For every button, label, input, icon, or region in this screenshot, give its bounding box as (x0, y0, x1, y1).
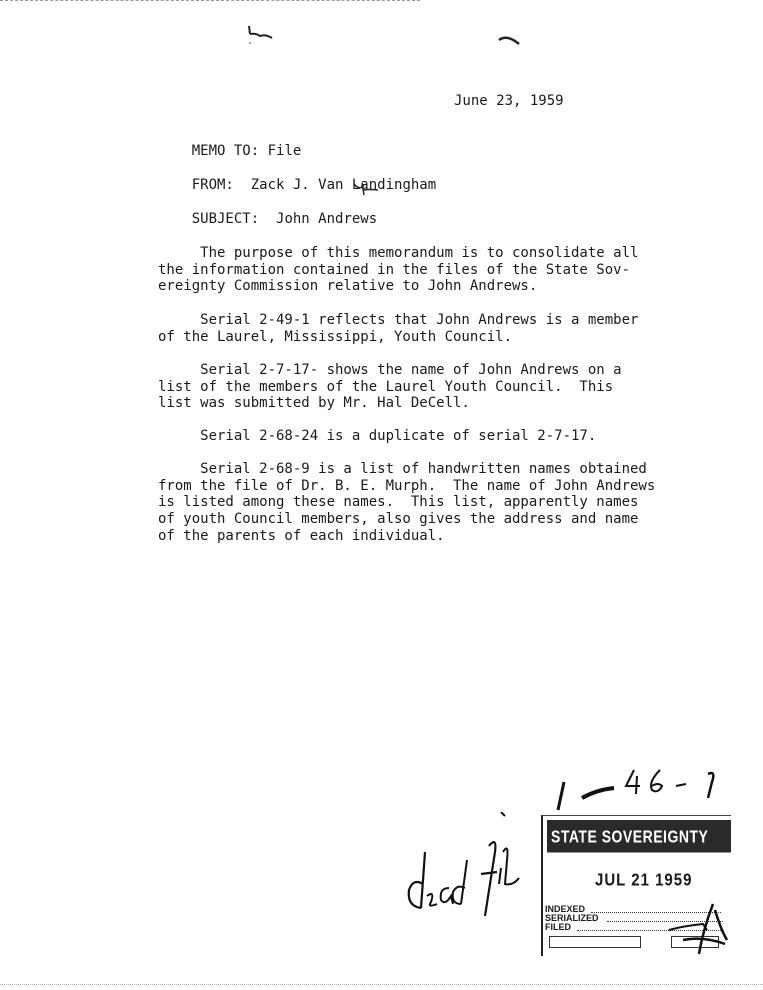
paragraph-serial-2-68-9: Serial 2-68-9 is a list of handwritten names obtained from the file of Dr. B. E. Murph. The name of John Andrews is listed among these names. This list, apparently names of youth Council members, also gives the address and name of the parents of each individual. (158, 461, 656, 544)
paragraph-serial-2-49-1: Serial 2-49-1 reflects that John Andrews is a member of the Laurel, Mississippi, Youth Council. (158, 312, 639, 345)
memo-to-value: File (267, 143, 302, 159)
received-stamp (541, 815, 731, 956)
top-scan-edge (0, 0, 420, 2)
scan-mark-left (246, 24, 276, 50)
from-label: FROM: (191, 177, 234, 193)
subject-value: John Andrews (276, 211, 378, 227)
stamp-date: JUL 21 1959 (595, 870, 693, 891)
memo-date: June 23, 1959 (454, 93, 564, 109)
handwritten-file-number (548, 764, 748, 820)
paragraph-serial-2-7-17: Serial 2-7-17- shows the name of John Andrews on a list of the members of the Laurel Youth Council. This list was submitted by Mr. Hal DeCell. (158, 362, 622, 412)
scan-mark-right (497, 32, 523, 52)
paragraph-purpose: The purpose of this memorandum is to consolidate all the information contained in the files of the State Sov- ereignty Commission relative to John Andrews. (158, 245, 639, 295)
from-value: Zack J. Van Landingham (250, 177, 437, 193)
handwritten-dead-file-note (405, 812, 525, 922)
paragraph-serial-2-68-24: Serial 2-68-24 is a duplicate of serial 2-7-17. (158, 428, 597, 444)
subject-label: SUBJECT: (191, 211, 260, 227)
bottom-scan-edge (0, 984, 763, 986)
stamp-indexed-label: INDEXED (545, 904, 586, 914)
stamp-initials-mark (663, 900, 733, 958)
stamp-serialized-label: SERIALIZED (545, 913, 599, 923)
stamp-title: STATE SOVEREIGNTY COMMISSION (547, 820, 731, 853)
stamp-filed-label: FILED (545, 922, 571, 932)
subject-line (158, 195, 377, 243)
memo-to-label: MEMO TO: (191, 143, 260, 159)
stamp-box-left (549, 936, 641, 948)
